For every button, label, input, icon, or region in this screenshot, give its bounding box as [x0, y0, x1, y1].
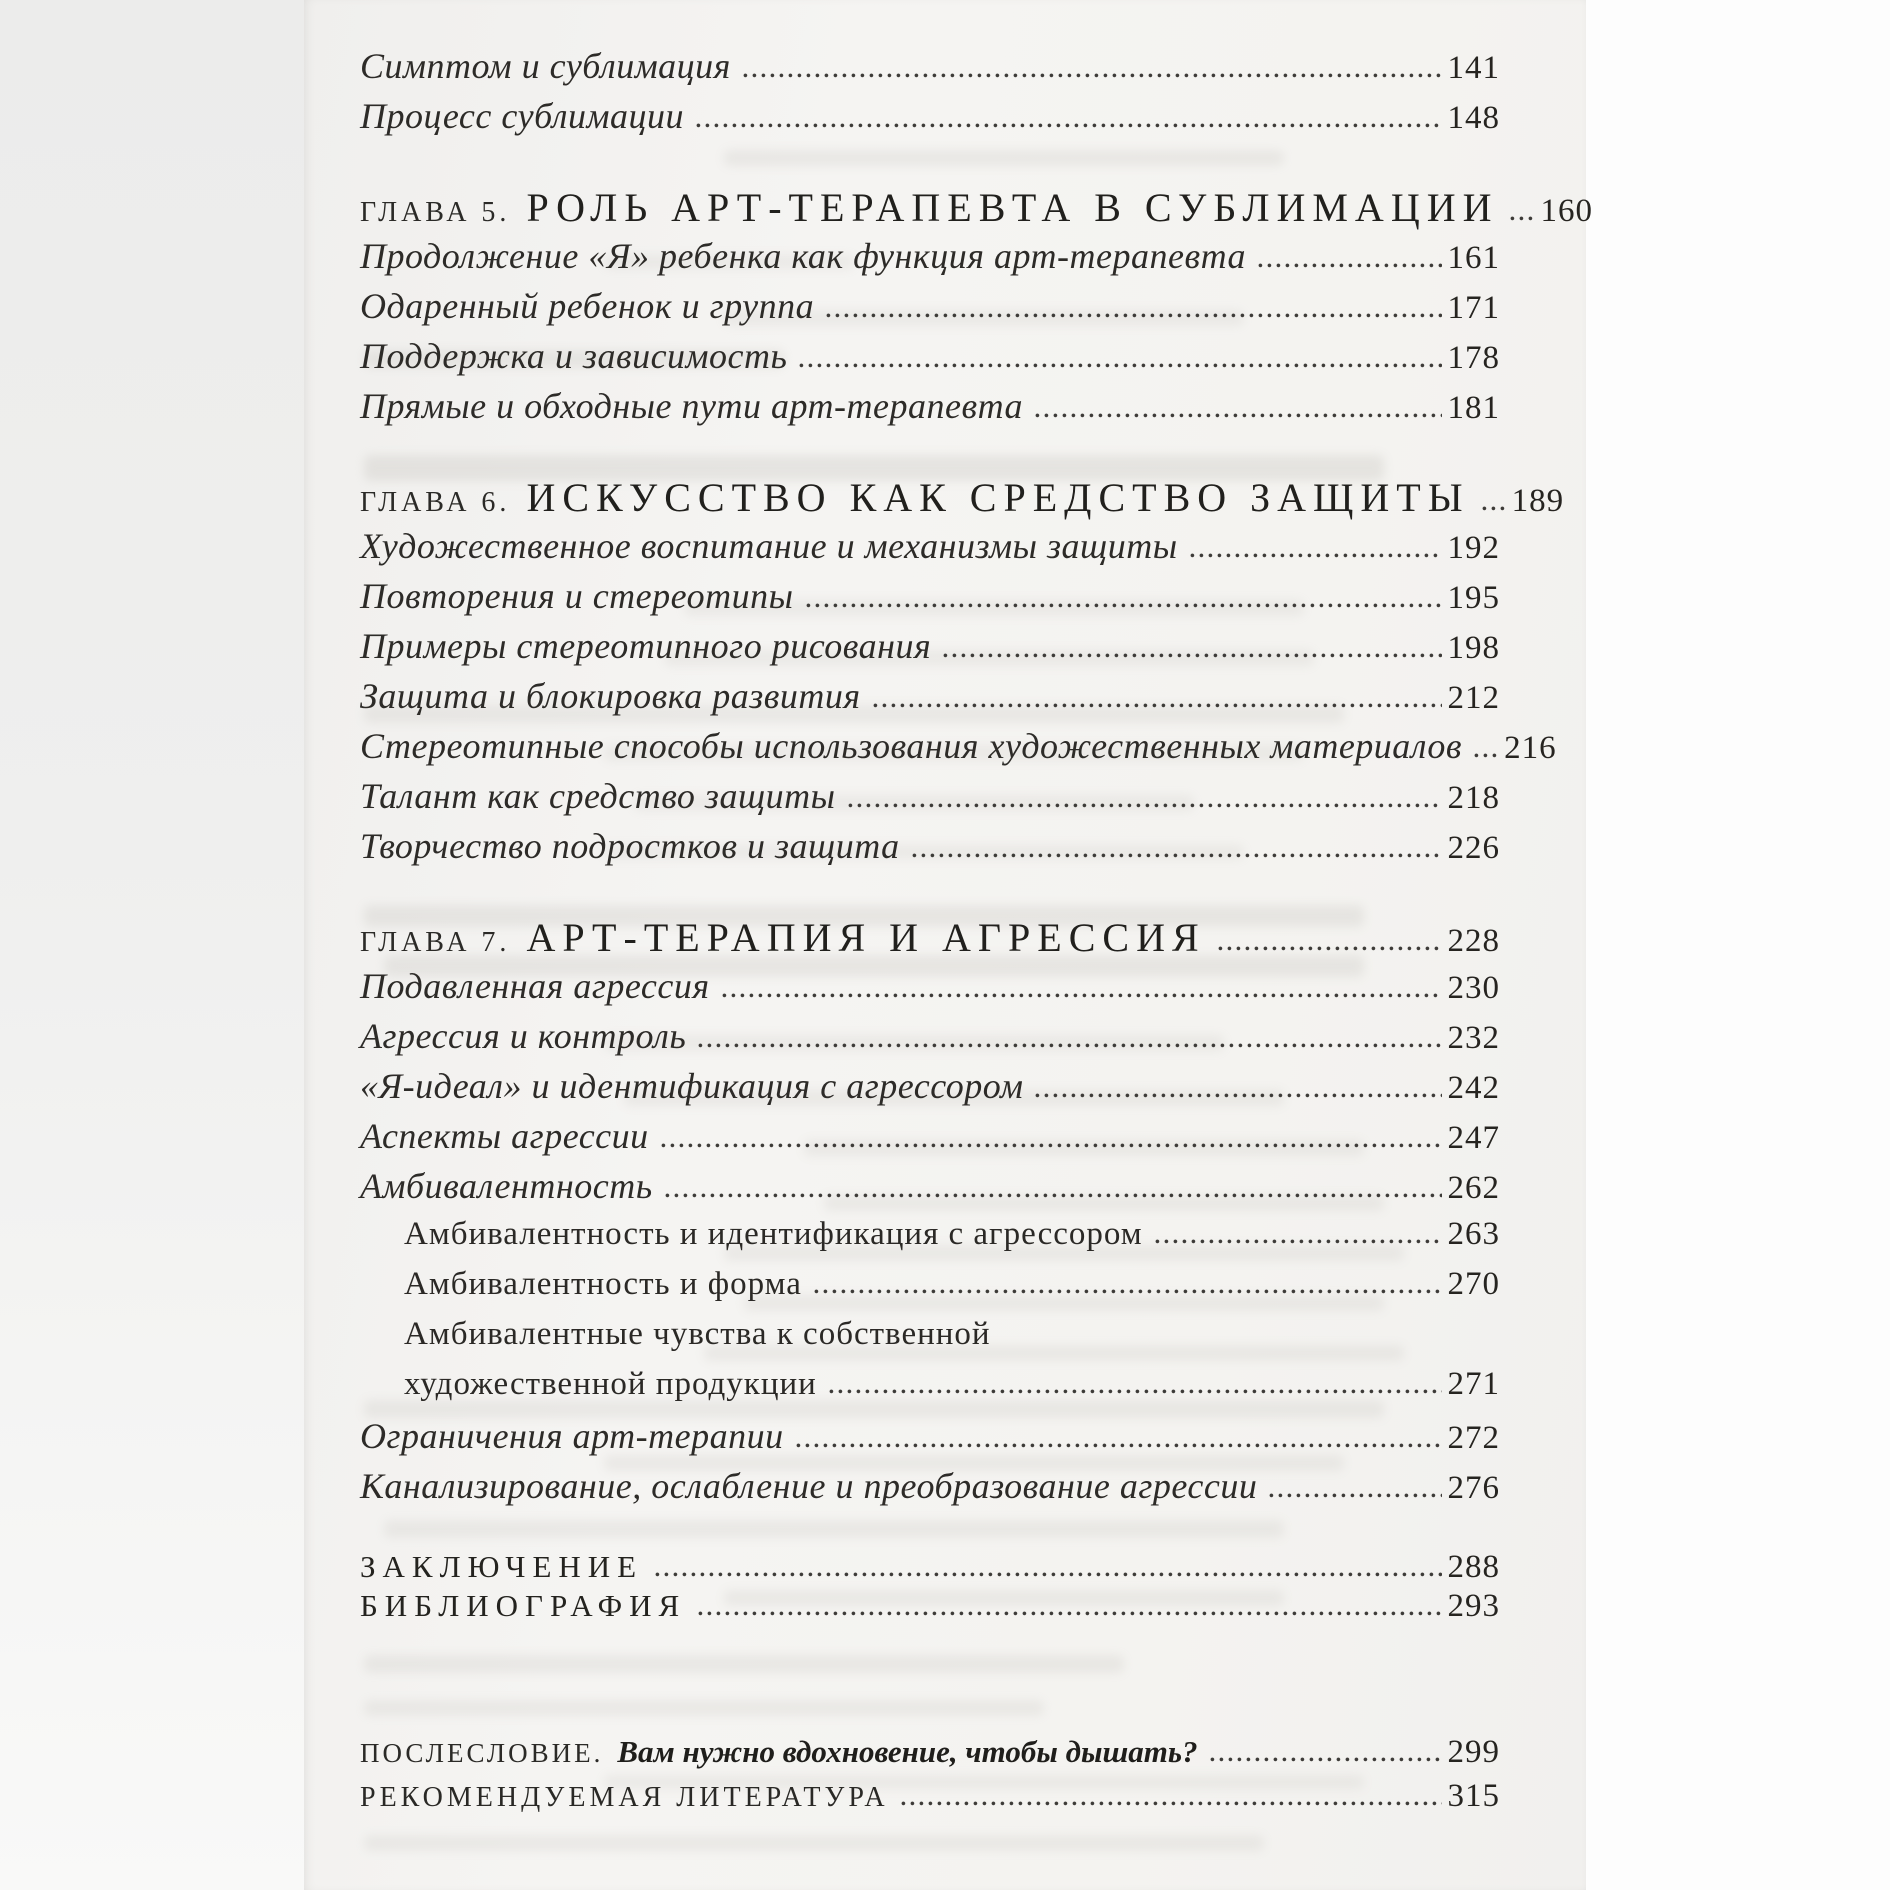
toc-entry: [360, 828, 1500, 878]
page-number: 216: [1504, 730, 1557, 766]
dot-leader: [1218, 946, 1442, 951]
section-gap: [360, 438, 1500, 478]
toc-entry: [360, 778, 1500, 828]
dot-leader: [743, 73, 1442, 78]
dot-leader: [696, 123, 1442, 128]
page-number: 171: [1447, 290, 1500, 326]
toc-entry: [360, 968, 1500, 1018]
entry-title: Вам нужно вдохновение, чтобы дышать?: [617, 1734, 1198, 1769]
entry-title: ИСКУССТВО КАК СРЕДСТВО ЗАЩИТЫ: [526, 475, 1470, 520]
entry-label: РЕКОМЕНДУЕМАЯ ЛИТЕРАТУРА: [360, 1782, 889, 1813]
dot-leader: [829, 1389, 1442, 1394]
entry-label: Продолжение «Я» ребенка как функция арт-терапевта: [360, 236, 1247, 276]
page-number: 192: [1447, 530, 1500, 566]
dot-leader: [661, 1143, 1442, 1148]
toc-subentry: [360, 1368, 1500, 1418]
section-gap: [360, 148, 1500, 188]
dot-leader: [1035, 1093, 1441, 1098]
toc-afterword: [360, 1736, 1500, 1780]
entry-label: Амбивалентность и идентификация с агрессором: [404, 1216, 1143, 1252]
dot-leader: [1482, 506, 1506, 511]
entry-label: Аспекты агрессии: [360, 1116, 649, 1156]
dot-leader: [912, 853, 1442, 858]
dot-leader: [943, 653, 1441, 658]
toc-subentry: [360, 1218, 1500, 1268]
entry-label: Канализирование, ослабление и преобразование агрессии: [360, 1466, 1258, 1506]
dot-leader: [848, 803, 1442, 808]
dot-leader: [722, 993, 1442, 998]
entry-label: Одаренный ребенок и группа: [360, 286, 815, 326]
toc-entry: [360, 726, 1557, 778]
section-gap: [360, 1629, 1500, 1736]
entry-label: Примеры стереотипного рисования: [360, 626, 932, 666]
entry-label: Агрессия и контроль: [360, 1016, 687, 1056]
page-number: 299: [1447, 1734, 1500, 1770]
entry-title: АРТ-ТЕРАПИЯ И АГРЕССИЯ: [526, 915, 1206, 960]
toc-section-heading: [360, 1590, 1500, 1629]
dot-leader: [901, 1801, 1442, 1806]
dot-leader: [806, 603, 1442, 608]
dot-leader: [698, 1611, 1441, 1616]
entry-label: «Я-идеал» и идентификация с агрессором: [360, 1066, 1024, 1106]
toc-entry: [360, 1468, 1500, 1518]
entry-label: художественной продукции: [404, 1366, 817, 1402]
entry-label: Амбивалентность: [360, 1166, 653, 1206]
entry-label: Творчество подростков и защита: [360, 826, 900, 866]
page-number: 181: [1447, 390, 1500, 426]
page-number: 160: [1540, 193, 1593, 229]
toc-chapter-heading: [360, 185, 1593, 238]
toc-entry: [360, 678, 1500, 728]
toc-entry: [360, 338, 1500, 388]
page-number: 198: [1447, 630, 1500, 666]
page-number: 161: [1447, 240, 1500, 276]
page-number: 218: [1447, 780, 1500, 816]
page-number: 228: [1447, 923, 1500, 959]
toc-entry: [360, 528, 1500, 578]
page-number: 272: [1447, 1420, 1500, 1456]
book-page: [304, 0, 1593, 1890]
entry-prefix: ГЛАВА 5.: [360, 197, 511, 228]
toc-entry: [360, 98, 1500, 148]
dot-leader: [1035, 413, 1441, 418]
page-number: 293: [1447, 1588, 1500, 1624]
dot-leader: [1474, 753, 1498, 758]
page-number: 276: [1447, 1470, 1500, 1506]
dot-leader: [1258, 263, 1441, 268]
entry-label: Симптом и сублимация: [360, 46, 731, 86]
dot-leader: [1269, 1493, 1441, 1498]
entry-label: Прямые и обходные пути арт-терапевта: [360, 386, 1024, 426]
toc-entry: [360, 1018, 1500, 1068]
page-number: 263: [1447, 1216, 1500, 1252]
dot-leader: [873, 703, 1442, 708]
toc-section-heading: [360, 1780, 1500, 1824]
dot-leader: [655, 1572, 1441, 1577]
entry-label: ЗАКЛЮЧЕНИЕ: [360, 1549, 644, 1584]
toc-subentry: [360, 1268, 1500, 1318]
dot-leader: [814, 1289, 1442, 1294]
toc-entry: [360, 628, 1500, 678]
dot-leader: [665, 1193, 1442, 1198]
page-number: 189: [1511, 483, 1565, 519]
toc-entry: [360, 288, 1500, 338]
toc-entry: [360, 388, 1500, 438]
toc-section-heading: [360, 1551, 1500, 1590]
dot-leader: [796, 1443, 1442, 1448]
entry-title: РОЛЬ АРТ-ТЕРАПЕВТА В СУБЛИМАЦИИ: [526, 185, 1499, 230]
dot-leader: [1210, 1757, 1442, 1762]
dot-leader: [1155, 1239, 1442, 1244]
page-number: 226: [1447, 830, 1500, 866]
entry-label: Процесс сублимации: [360, 96, 684, 136]
page-number: 315: [1447, 1778, 1500, 1814]
page-number: 247: [1447, 1120, 1500, 1156]
entry-label: Защита и блокировка развития: [360, 676, 861, 716]
page-number: 212: [1447, 680, 1500, 716]
entry-label: Подавленная агрессия: [360, 966, 710, 1006]
adjacent-page-edge: [0, 0, 304, 1890]
toc-list: [360, 0, 1593, 1824]
toc-chapter-heading: [360, 475, 1565, 528]
entry-prefix: ГЛАВА 7.: [360, 927, 511, 958]
entry-label: Поддержка и зависимость: [360, 336, 788, 376]
entry-label: Амбивалентные чувства к собственной: [404, 1316, 991, 1352]
entry-label: БИБЛИОГРАФИЯ: [360, 1588, 687, 1623]
entry-label: Стереотипные способы использования художественных материалов: [360, 726, 1463, 766]
section-gap: [360, 878, 1500, 918]
page-number: 242: [1447, 1070, 1500, 1106]
page-number: 262: [1447, 1170, 1500, 1206]
entry-label: Амбивалентность и форма: [404, 1266, 802, 1302]
page-number: 232: [1447, 1020, 1500, 1056]
toc-entry: [360, 48, 1500, 98]
toc-entry: [360, 1068, 1500, 1118]
entry-label: Художественное воспитание и механизмы защиты: [360, 526, 1178, 566]
dot-leader: [1510, 216, 1534, 221]
toc-entry: [360, 1168, 1500, 1218]
dot-leader: [698, 1043, 1441, 1048]
entry-label: Талант как средство защиты: [360, 776, 836, 816]
toc-entry: [360, 578, 1500, 628]
entry-prefix: ГЛАВА 6.: [360, 487, 511, 518]
toc-entry: [360, 238, 1500, 288]
page-number: 178: [1447, 340, 1500, 376]
section-gap: [360, 1518, 1500, 1551]
toc-entry: [360, 1418, 1500, 1468]
entry-prefix: ПОСЛЕСЛОВИЕ.: [360, 1738, 604, 1768]
toc-entry: [360, 1118, 1500, 1168]
entry-label: Повторения и стереотипы: [360, 576, 794, 616]
page-number: 288: [1447, 1549, 1500, 1585]
toc-chapter-heading: [360, 915, 1500, 968]
entry-label: Ограничения арт-терапии: [360, 1416, 784, 1456]
bleed-through-mark: [364, 1835, 1264, 1851]
dot-leader: [799, 363, 1441, 368]
page-number: 148: [1447, 100, 1500, 136]
page-number: 195: [1447, 580, 1500, 616]
dot-leader: [826, 313, 1441, 318]
toc-subentry: [360, 1318, 1500, 1368]
page-number: 141: [1447, 50, 1500, 86]
page-number: 271: [1447, 1366, 1500, 1402]
page-number: 270: [1447, 1266, 1500, 1302]
page-number: 230: [1447, 970, 1500, 1006]
dot-leader: [1190, 553, 1442, 558]
